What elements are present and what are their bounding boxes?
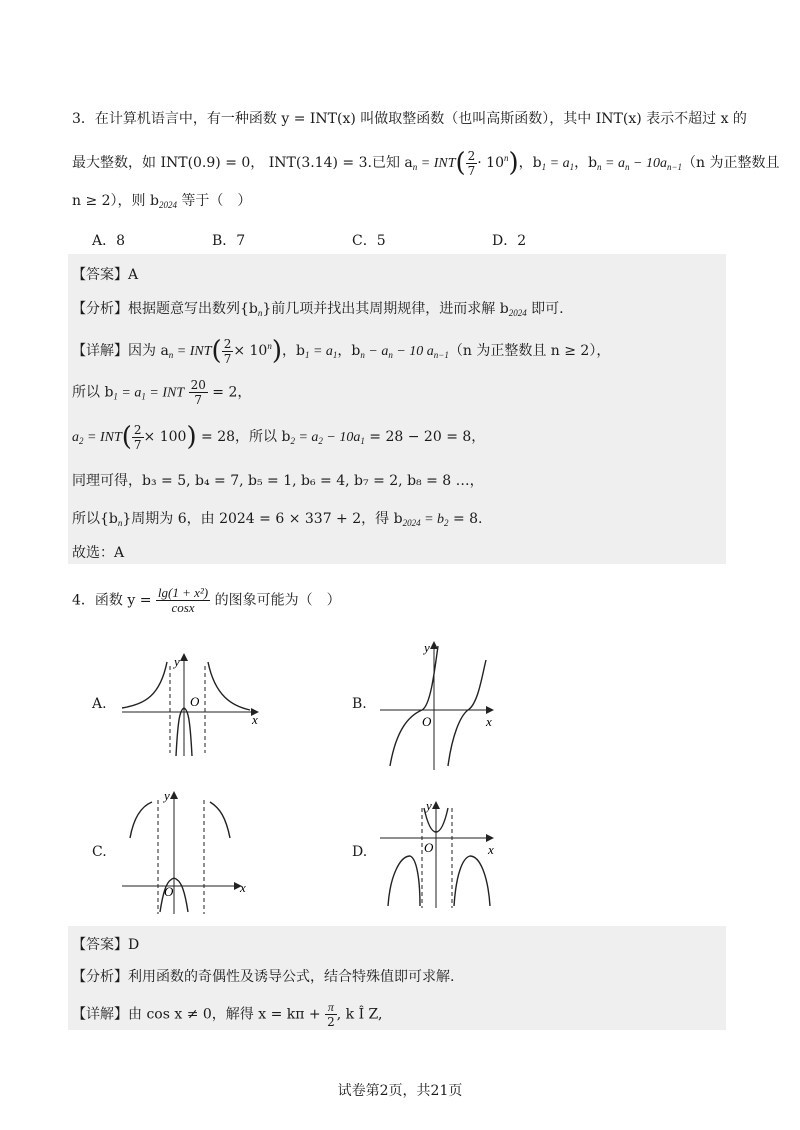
graph-b-label: B. (352, 696, 367, 712)
q3-option-d: D．2 (492, 233, 527, 249)
q4-stem: 4．函数 y = $\frac{\text{lg(1 + x²)}}{\cos x}$ 的图象可能为（ ） (72, 585, 341, 615)
graph-a-y-label: y (174, 654, 180, 669)
graph-d (378, 796, 508, 916)
graph-c-origin-label: O (164, 884, 174, 899)
a3-answer: 【答案】A (72, 267, 139, 283)
graph-a-label: A. (92, 696, 107, 712)
graph-c-label: C. (92, 844, 107, 860)
graph-a-x-label: x (252, 712, 258, 727)
a3-detail-line3: $a_2 = INT$( $\frac{2}{7}$ × 100) = 28，所以 $b_2 = a_2 - 10a_1 = 28 - 20 = 8$， (72, 422, 486, 452)
graph-d-x-label: x (488, 842, 494, 857)
q3-option-a: A．8 (92, 233, 126, 249)
a3-detail-line2: 所以 $b_1 = a_1$ = INT $\frac{20}{7}$ = 2， (72, 378, 252, 407)
a3-analysis: 【分析】根据题意写出数列$\{b_n\}$前几项并找出其周期规律，进而求解 $b_{2024}$ 即可. (72, 301, 564, 318)
graph-c (120, 786, 255, 916)
page-footer: 试卷第2页，共21页 (337, 1083, 463, 1099)
graph-a (120, 648, 270, 758)
a3-choice: 故选：A (72, 545, 125, 561)
graph-b-origin-label: O (422, 714, 432, 729)
q3-line3: n ≥ 2），则 $b_{2024}$ 等于（ ） (72, 193, 252, 210)
a4-detail: 【详解】由 cos x ≠ 0，解得 x = kπ + $\frac{\pi}{2}$ , k Î Z, (72, 1000, 383, 1029)
graph-d-label: D. (352, 844, 368, 860)
graph-b-y-label: y (424, 640, 430, 655)
a4-answer: 【答案】D (72, 937, 140, 953)
q3-option-b: B．7 (212, 233, 246, 249)
a3-detail-line1: 【详解】因为 $a_n = INT$( $\frac{2}{7}$ × $10^n$)，$b_1 = a_1$，$b_n - a_n - 10$ $a_{n-1}(n$ 为正整数且 n ≥ 2）， (72, 336, 611, 366)
graph-d-y-label: y (426, 798, 432, 813)
graph-a-origin-label: O (190, 694, 200, 709)
a3-detail-line5: 所以$\{b_n\}$周期为 6，由 2024 = 6 × 337 + 2，得 $b_{2024} = b_2 = 8$. (72, 511, 483, 528)
graph-d-origin-label: O (424, 840, 434, 855)
a3-detail-line4: 同理可得，b₃ = 5, b₄ = 7, b₅ = 1, b₆ = 4, b₇ = 2, b₈ = 8 …， (72, 473, 484, 489)
q3-option-c: C．5 (352, 233, 386, 249)
q3-line1: 3．在计算机语言中，有一种函数 y = INT(x) 叫做取整函数（也叫高斯函数），其中 INT(x) 表示不超过 x 的 (72, 111, 747, 127)
graph-c-x-label: x (240, 880, 246, 895)
graph-b (378, 636, 508, 772)
graph-b-x-label: x (486, 714, 492, 729)
a4-analysis: 【分析】利用函数的奇偶性及诱导公式，结合特殊值即可求解. (72, 969, 455, 985)
graph-c-y-label: y (164, 788, 170, 803)
q3-line2: 最大整数，如 INT(0.9) = 0， INT(3.14) = 3.已知 $a_n = INT$( $\frac{2}{7}$ · $10^n$)，$b_1 = a_1$，$b_n = a_n - 10a_{n-1}(n$ 为正整数且 (72, 148, 780, 178)
